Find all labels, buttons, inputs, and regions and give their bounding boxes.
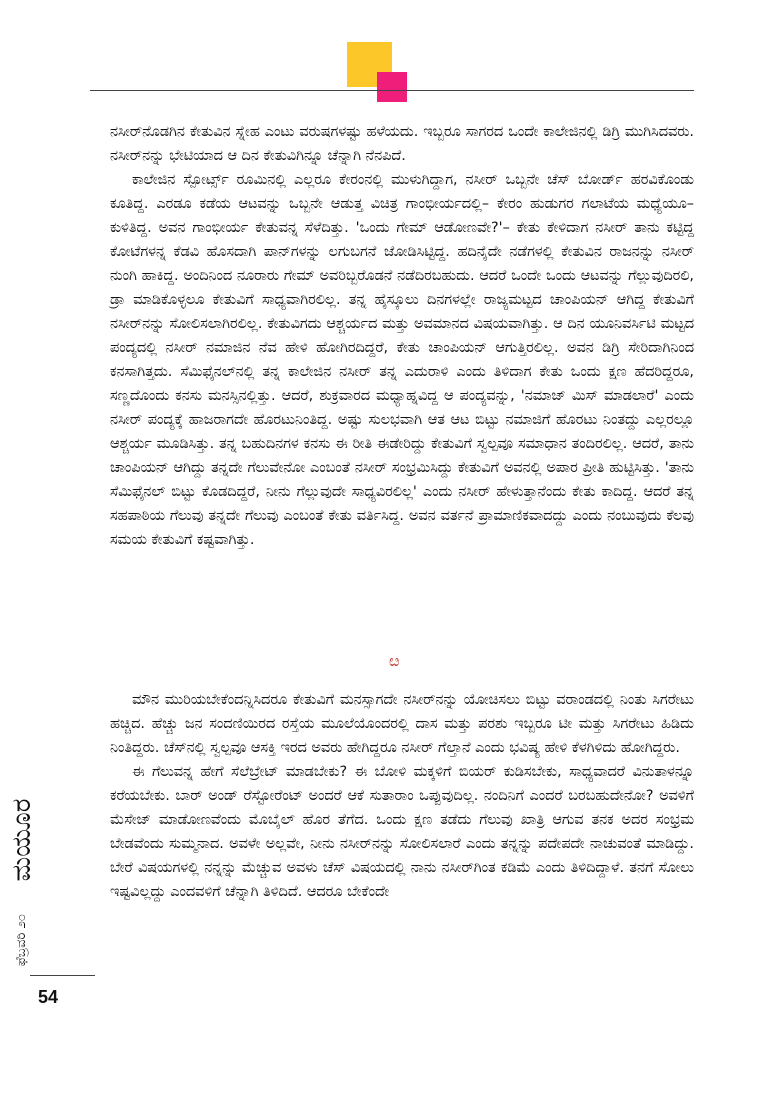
section-break-ornament: ೞ	[389, 651, 400, 670]
magazine-title: ಮಯೂರ	[7, 798, 37, 882]
paragraph: ನಸೀರ್‌ನೊಡಗಿನ ಕೇತುವಿನ ಸ್ನೇಹ ಎಂಟು ವರುಷಗಳಷ್ಟು ಹಳೆಯದು. ಇಬ್ಬರೂ ಸಾಗರದ ಒಂದೇ ಕಾಲೇಜಿನಲ್ಲಿ ಡಿಗ್ರಿ ಮುಗಿಸಿದವರು. ನಸೀರ್‌ನನ್ನು ಭೇಟಿಯಾದ ಆ ದಿನ ಕೇತುವಿಗಿನ್ನೂ ಚೆನ್ನಾಗಿ ನೆನಪಿದೆ.	[110, 124, 694, 164]
story-section-2	[110, 688, 694, 904]
footer-rule	[30, 975, 95, 976]
paragraph: ಕಾಲೇಜಿನ ಸ್ಪೋರ್ಟ್ಸ್ ರೂಮಿನಲ್ಲಿ ಎಲ್ಲರೂ ಕೇರಂನಲ್ಲಿ ಮುಳುಗಿದ್ದಾಗ, ನಸೀರ್ ಒಬ್ಬನೇ ಚೆಸ್ ಬೋರ್ಡ್ ಹರವಿಕೊಂಡು ಕೂತಿದ್ದ. ಎರಡೂ ಕಡೆಯ ಆಟವನ್ನು ಒಬ್ಬನೇ ಆಡುತ್ತ ವಿಚಿತ್ರ ಗಾಂಭೀರ್ಯದಲ್ಲಿ– ಕೇರಂ ಹುಡುಗರ ಗಲಾಟೆಯ ಮಧ್ಯೆಯೂ– ಕುಳಿತಿದ್ದ. ಅವನ ಗಾಂಭೀರ್ಯ ಕೇತುವನ್ನ ಸೆಳೆದಿತ್ತು. 'ಒಂದು ಗೇಮ್ ಆಡೋಣವೇ?'– ಕೇತು ಕೇಳಿದಾಗ ನಸೀರ್ ತಾನು ಕಟ್ಟಿದ್ದ ಕೋಟೆಗಳನ್ನ ಕೆಡವಿ ಹೊಸದಾಗಿ ಪಾನ್‌ಗಳನ್ನು ಲಗುಬಗನೆ ಜೋಡಿಸಿಟ್ಟಿದ್ದ. ಹದಿನೈದೇ ನಡೆಗಳಲ್ಲಿ ಕೇತುವಿನ ರಾಜನನ್ನು ನಸೀರ್ ನುಂಗಿ ಹಾಕಿದ್ದ. ಅಂದಿನಿಂದ ನೂರಾರು ಗೇಮ್ ಅವರಿಬ್ಬರೊಡನೆ ನಡೆದಿರಬಹುದು. ಆದರೆ ಒಂದೇ ಒಂದು ಆಟವನ್ನು ಗೆಲ್ಲುವುದಿರಲಿ, ಡ್ರಾ ಮಾಡಿಕೊಳ್ಳಲೂ ಕೇತುವಿಗೆ ಸಾಧ್ಯವಾಗಿರಲಿಲ್ಲ. ತನ್ನ ಹೈಸ್ಕೂಲು ದಿನಗಳಲ್ಲೇ ರಾಜ್ಯಮಟ್ಟದ ಚಾಂಪಿಯನ್ ಆಗಿದ್ದ ಕೇತುವಿಗೆ ನಸೀರ್‌ನನ್ನು ಸೋಲಿಸಲಾಗಿರಲಿಲ್ಲ. ಕೇತುವಿಗದು ಆಶ್ಚರ್ಯದ ಮತ್ತು ಅವಮಾನದ ವಿಷಯವಾಗಿತ್ತು. ಆ ದಿನ ಯೂನಿವರ್ಸಿಟಿ ಮಟ್ಟದ ಪಂದ್ಯದಲ್ಲಿ ನಸೀರ್ ನಮಾಜಿನ ನೆವ ಹೇಳಿ ಹೋಗಿರದಿದ್ದರೆ, ಕೇತು ಚಾಂಪಿಯನ್ ಆಗುತ್ತಿರಲಿಲ್ಲ. ಅವನ ಡಿಗ್ರಿ ಸೇರಿದಾಗಿನಿಂದ ಕನಸಾಗಿತ್ತದು. ಸೆಮಿಫೈನಲ್‌ನಲ್ಲಿ ತನ್ನ ಕಾಲೇಜಿನ ನಸೀರ್ ತನ್ನ ಎದುರಾಳಿ ಎಂದು ತಿಳಿದಾಗ ಕೇತು ಒಂದು ಕ್ಷಣ ಹೆದರಿದ್ದರೂ, ಸಣ್ಣದೊಂದು ಕನಸು ಮನಸ್ಸಿನಲ್ಲಿತ್ತು. ಆದರೆ, ಶುಕ್ರವಾರದ ಮಧ್ಯಾಹ್ನವಿದ್ದ ಆ ಪಂದ್ಯವನ್ನು, 'ನಮಾಜ್ ಮಿಸ್ ಮಾಡಲಾರೆ' ಎಂದು ನಸೀರ್ ಪಂದ್ಯಕ್ಕೆ ಹಾಜರಾಗದೇ ಹೊರಟುನಿಂತಿದ್ದ. ಅಷ್ಟು ಸುಲಭವಾಗಿ ಆತ ಆಟ ಬಿಟ್ಟು ನಮಾಜಿಗೆ ಹೊರಟು ನಿಂತದ್ದು ಎಲ್ಲರಲ್ಲೂ ಆಶ್ಚರ್ಯ ಮೂಡಿಸಿತ್ತು. ತನ್ನ ಬಹುದಿನಗಳ ಕನಸು ಈ ರೀತಿ ಈಡೇರಿದ್ದು ಕೇತುವಿಗೆ ಸ್ವಲ್ಪವೂ ಸಮಾಧಾನ ತಂದಿರಲಿಲ್ಲ. ಆದರೆ, ತಾನು ಚಾಂಪಿಯನ್ ಆಗಿದ್ದು ತನ್ನದೇ ಗೆಲುವೇನೋ ಎಂಬಂತೆ ನಸೀರ್ ಸಂಭ್ರಮಿಸಿದ್ದು ಕೇತುವಿಗೆ ಅವನಲ್ಲಿ ಅಪಾರ ಪ್ರೀತಿ ಹುಟ್ಟಿಸಿತ್ತು. 'ತಾನು ಸೆಮಿಫೈನಲ್ ಬಿಟ್ಟು ಕೊಡದಿದ್ದರೆ, ನೀನು ಗೆಲ್ಲುವುದೇ ಸಾಧ್ಯವಿರಲಿಲ್ಲ' ಎಂದು ನಸೀರ್ ಹೇಳುತ್ತಾನೆಂದು ಕೇತು ಕಾದಿದ್ದ. ಆದರೆ ತನ್ನ ಸಹಪಾಠಿಯ ಗೆಲುವು ತನ್ನದೇ ಗೆಲುವು ಎಂಬಂತೆ ಕೇತು ವರ್ತಿಸಿದ್ದ. ಅವನ ವರ್ತನೆ ಪ್ರಾಮಾಣಿಕವಾದದ್ದು ಎಂದು ನಂಬುವುದು ಕೆಲವು ಸಮಯ ಕೇತುವಿಗೆ ಕಷ್ಟವಾಗಿತ್ತು.	[110, 172, 694, 548]
paragraph: ಮೌನ ಮುರಿಯಬೇಕೆಂದನ್ನಿಸಿದರೂ ಕೇತುವಿಗೆ ಮನಸ್ಸಾಗದೇ ನಸೀರ್‌ನನ್ನು ಯೋಚಿಸಲು ಬಿಟ್ಟು ವರಾಂಡದಲ್ಲಿ ನಿಂತು ಸಿಗರೇಟು ಹಚ್ಚಿದ. ಹೆಚ್ಚು ಜನ ಸಂದಣಿಯಿರದ ರಸ್ತೆಯ ಮೂಲೆಯೊಂದರಲ್ಲಿ ದಾಸ ಮತ್ತು ಪರಶು ಇಬ್ಬರೂ ಟೀ ಮತ್ತು ಸಿಗರೇಟು ಹಿಡಿದು ನಿಂತಿದ್ದರು. ಚೆಸ್‌ನಲ್ಲಿ ಸ್ವಲ್ಪವೂ ಆಸಕ್ತಿ ಇರದ ಅವರು ಹೇಗಿದ್ದರೂ ನಸೀರ್ ಗೆಲ್ತಾನೆ ಎಂದು ಭವಿಷ್ಯ ಹೇಳಿ ಕೆಳಗಿಳಿದು ಹೋಗಿದ್ದರು.	[110, 692, 694, 756]
issue-date: ಫೆಬ್ರವರಿ ೨೦	[14, 913, 29, 967]
page-number: 54	[38, 987, 59, 1007]
header-rule	[90, 90, 694, 91]
decorative-pink-square	[377, 72, 407, 102]
story-section-1	[110, 120, 694, 552]
paragraph: ಈ ಗೆಲುವನ್ನ ಹೇಗೆ ಸೆಲೆಬ್ರೇಟ್ ಮಾಡಬೇಕು? ಈ ಬೋಳಿ ಮಕ್ಕಳಿಗೆ ಬಿಯರ್ ಕುಡಿಸಬೇಕು, ಸಾಧ್ಯವಾದರೆ ವಿನುತಾಳನ್ನೂ ಕರೆಯಬೇಕು. ಬಾರ್ ಅಂಡ್ ರೆಸ್ಟೋರೆಂಟ್ ಅಂದರೆ ಆಕೆ ಸುತಾರಾಂ ಒಪ್ಪುವುದಿಲ್ಲ. ನಂದಿನಿಗೆ ಎಂದರೆ ಬರಬಹುದೇನೋ? ಅವಳಿಗೆ ಮೆಸೇಜ್ ಮಾಡೋಣವೆಂದು ಮೊಬೈಲ್ ಹೊರ ತೆಗೆದ. ಒಂದು ಕ್ಷಣ ತಡೆದು ಗೆಲುವು ಖಾತ್ರಿ ಆಗುವ ತನಕ ಅದರ ಸಂಭ್ರಮ ಬೇಡವೆಂದು ಸುಮ್ಮನಾದ. ಅವಳೇ ಅಲ್ಲವೇ, ನೀನು ನಸೀರ್‌ನನ್ನು ಸೋಲಿಸಲಾರೆ ಎಂದು ತನ್ನನ್ನು ಪದೇಪದೇ ನಾಚುವಂತೆ ಮಾಡಿದ್ದು. ಬೇರೆ ವಿಷಯಗಳಲ್ಲಿ ನನ್ನನ್ನು ಮೆಚ್ಚುವ ಅವಳು ಚೆಸ್ ವಿಷಯದಲ್ಲಿ ನಾನು ನಸೀರ್‌ಗಿಂತ ಕಡಿಮೆ ಎಂದು ತಿಳಿದಿದ್ದಾಳೆ. ತನಗೆ ಸೋಲು ಇಷ್ಟವಿಲ್ಲದ್ದು ಎಂದವಳಿಗೆ ಚೆನ್ನಾಗಿ ತಿಳಿದಿದೆ. ಆದರೂ ಬೇಕೆಂದೇ	[110, 764, 694, 900]
